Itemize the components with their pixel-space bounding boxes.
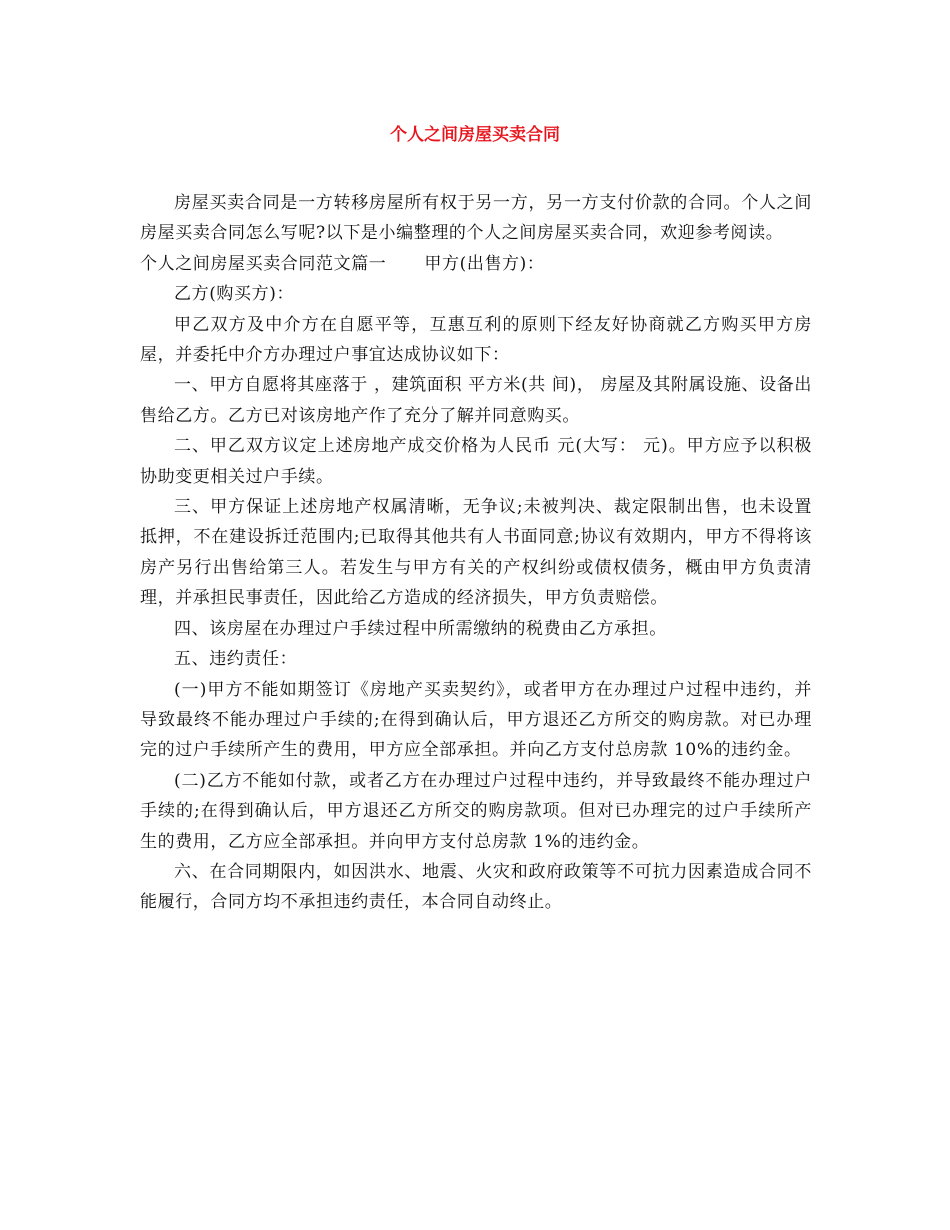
- paragraph-clause-6: 六、在合同期限内，如因洪水、地震、火灾和政府政策等不可抗力因素造成合同不能履行，合同方均不承担违约责任，本合同自动终止。: [140, 861, 812, 913]
- sample-heading: 个人之间房屋买卖合同范文篇一: [140, 253, 387, 274]
- paragraph-heading-line: [140, 249, 812, 279]
- document-body: [140, 188, 812, 918]
- paragraph-clause-5: 五、违约责任：: [174, 649, 298, 670]
- party-a-label: 甲方(出售方)：: [424, 253, 545, 274]
- paragraph-clause-3: 三、甲方保证上述房地产权属清晰，无争议;未被判决、裁定限制出售，也未设置抵押，不在建设拆迁范围内;已取得其他共有人书面同意;协议有效期内，甲方不得将该房产另行出售给第三人。若发生与甲方有关的产权纠纷或债权债务，概由甲方负责清理，并承担民事责任，因此给乙方造成的经济损失，甲方负责赔偿。: [140, 497, 812, 609]
- paragraph-clause-1: 一、甲方自愿将其座落于 ，建筑面积 平方米(共 间)， 房屋及其附属设施、设备出售给乙方。乙方已对该房地产作了充分了解并同意购买。: [140, 375, 812, 426]
- paragraph-clause-5-1: (一)甲方不能如期签订《房地产买卖契约》，或者甲方在办理过户过程中违约，并导致最终不能办理过户手续的;在得到确认后，甲方退还乙方所交的购房款。对已办理完的过户手续所产生的费用，甲方应全部承担。并向乙方支付总房款 10%的违约金。: [140, 679, 812, 761]
- paragraph-intro: 房屋买卖合同是一方转移房屋所有权于另一方，另一方支付价款的合同。个人之间房屋买卖合同怎么写呢?以下是小编整理的个人之间房屋买卖合同，欢迎参考阅读。: [140, 193, 812, 244]
- paragraph-preamble: 甲乙双方及中介方在自愿平等，互惠互利的原则下经友好协商就乙方购买甲方房屋，并委托中介方办理过户事宜达成协议如下：: [140, 314, 812, 366]
- paragraph-clause-5-2: (二)乙方不能如付款，或者乙方在办理过户过程中违约，并导致最终不能办理过户手续的;在得到确认后，甲方退还乙方所交的购房款项。但对已办理完的过户手续所产生的费用，乙方应全部承担。并向甲方支付总房款 1%的违约金。: [140, 770, 812, 852]
- paragraph-clause-4: 四、该房屋在办理过户手续过程中所需缴纳的税费由乙方承担。: [174, 618, 667, 639]
- paragraph-clause-2: 二、甲乙双方议定上述房地产成交价格为人民币 元(大写： 元)。甲方应予以积极协助变更相关过户手续。: [140, 436, 812, 487]
- document-title: 个人之间房屋买卖合同: [390, 125, 560, 145]
- paragraph-party-b: 乙方(购买方)：: [174, 284, 295, 305]
